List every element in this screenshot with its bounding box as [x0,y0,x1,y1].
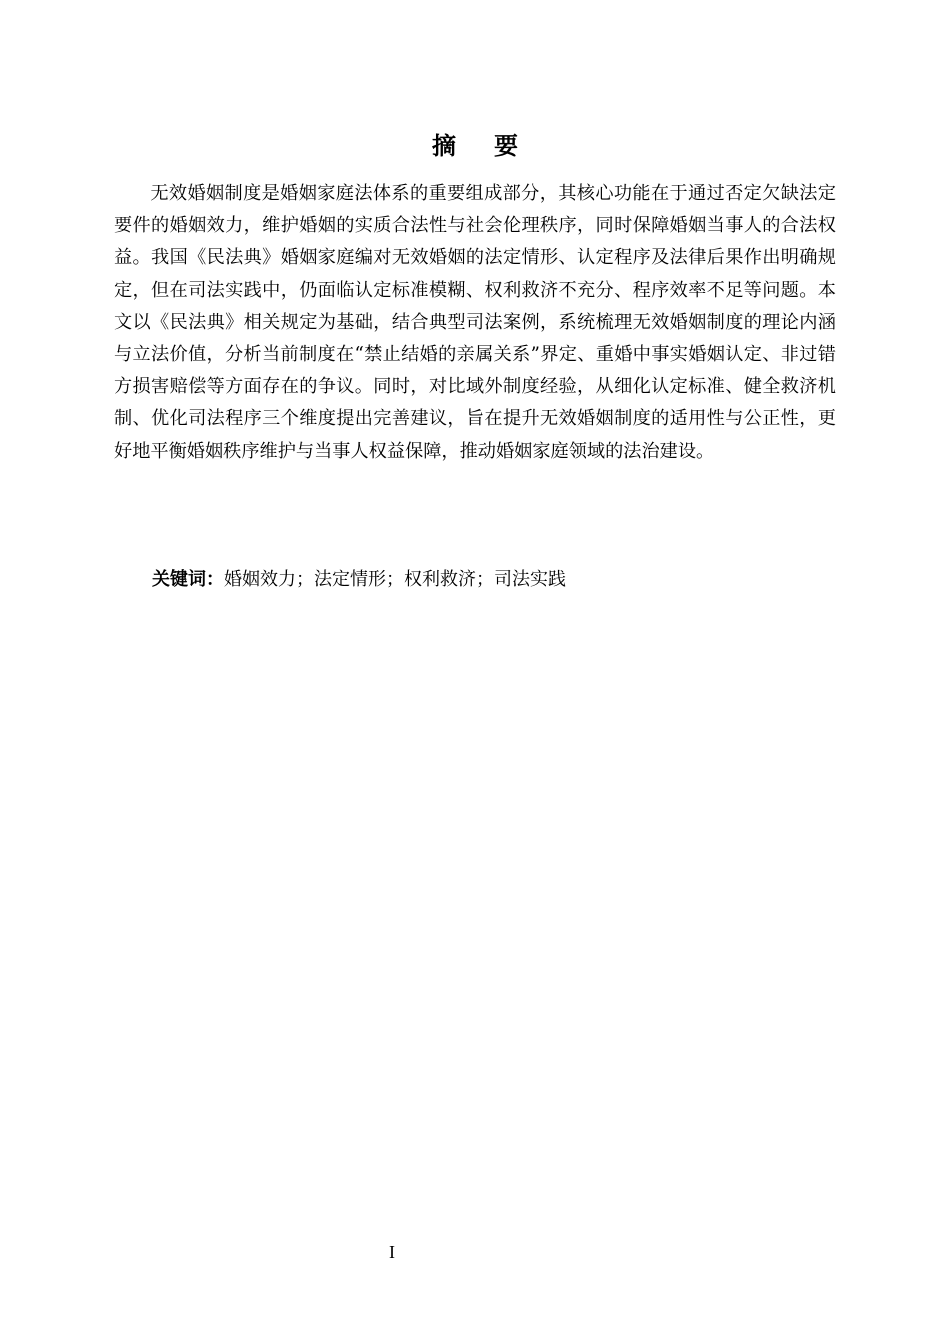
keywords-list: 婚姻效力；法定情形；权利救济；司法实践 [224,569,566,590]
abstract-body: 无效婚姻制度是婚姻家庭法体系的重要组成部分，其核心功能在于通过否定欠缺法定要件的婚姻效力，维护婚姻的实质合法性与社会伦理秩序，同时保障婚姻当事人的合法权益。我国《民法典》婚姻家庭编对无效婚姻的法定情形、认定程序及法律后果作出明确规定，但在司法实践中，仍面临认定标准模糊、权利救济不充分、程序效率不足等问题。本文以《民法典》相关规定为基础，结合典型司法案例，系统梳理无效婚姻制度的理论内涵与立法价值，分析当前制度在“禁止结婚的亲属关系”界定、重婚中事实婚姻认定、非过错方损害赔偿等方面存在的争议。同时，对比域外制度经验，从细化认定标准、健全救济机制、优化司法程序三个维度提出完善建议，旨在提升无效婚姻制度的适用性与公正性，更好地平衡婚姻秩序维护与当事人权益保障，推动婚姻家庭领域的法治建设。 [114,183,836,462]
page-number: I [389,1242,395,1262]
keywords-line [152,564,852,596]
keywords-label: 关键词： [152,569,224,590]
abstract-title: 摘要 [432,132,556,160]
